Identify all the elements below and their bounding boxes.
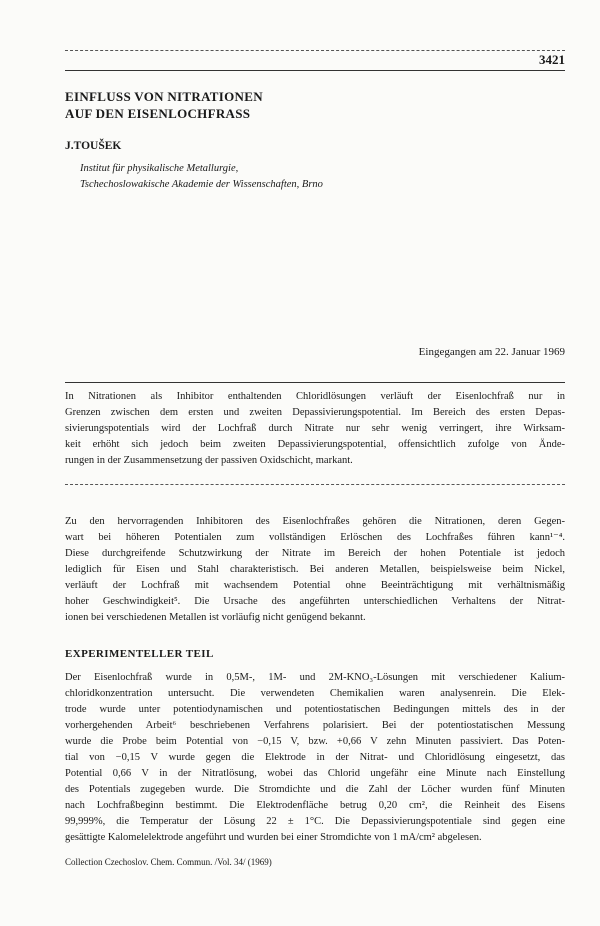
intro-line: hoher Geschwindigkeit⁵. Die Ursache des angeführten unterschiedlichen Verhaltens der Nitrat- [65,596,565,607]
experimental-line: Potential 0,66 V in der Nitratlösung, wobei das Chlorid ungefähr eine Minute nach Einstellung [65,768,565,779]
intro-paragraph [65,514,565,626]
header-rule-bottom [65,70,565,71]
header-rule-top [65,50,565,51]
experimental-line: chloridkonzentration untersucht. Die verwendeten Chemikalien waren analysenrein. Die Elek- [65,688,565,699]
journal-footer: Collection Czechoslov. Chem. Commun. /Vol. 34/ (1969) [65,857,272,867]
title-line-2: AUF DEN EISENLOCHFRASS [65,106,251,121]
intro-line: Diese durchgreifende Schutzwirkung der Nitrate im Bereich der hohen Potentiale ist jedoch [65,548,565,559]
abstract-line: rungen in der Zusammensetzung der passiven Oxidschicht, markant. [65,455,353,466]
abstract-rule-top [65,382,565,383]
experimental-line: trode wurde unter potentiodynamischen und potentiostatischen Bedingungen mittels des in der [65,704,565,715]
experimental-line: nach Lochfraßbeginn bestimmt. Die Elektrodenfläche betrug 0,20 cm², die Reinheit des Eisens [65,800,565,811]
experimental-line: 99,999%, die Temperatur der Lösung 22 ± 1°C. Die Depassivierungspotentiale sind gegen eine [65,816,565,827]
abstract-line: In Nitrationen als Inhibitor enthaltenden Chloridlösungen verläuft der Eisenlochfraß nur in [65,391,565,402]
intro-line: Zu den hervorragenden Inhibitoren des Eisenlochfraßes gehören die Nitrationen, deren Gegen- [65,516,565,527]
intro-line: wart bei höheren Potentialen zum vollständigen Erlöschen des Lochfraßes führen kann¹⁻⁴. [65,532,565,543]
abstract-line: keit erhöht sich jedoch beim zweiten Depassivierungspotential, offensichtlich zufolge von Ände- [65,439,565,450]
abstract-line: sivierungspotentials wird der Lochfraß durch Nitrate nur sehr wenig verringert, ihre Wirksam- [65,423,565,434]
received-date: Eingegangen am 22. Januar 1969 [418,346,565,358]
intro-line: ionen bei verschiedenen Metallen ist vorläufig nicht genügend bekannt. [65,612,366,623]
title-line-1: EINFLUSS VON NITRATIONEN [65,89,263,104]
experimental-line: tial von −0,15 V wurde gegen die Elektrode in der Nitrat- und Chloridlösung eingesetzt, das [65,752,565,763]
abstract-rule-bottom [65,484,565,485]
intro-line: lediglich für Eisen und Stahl charakteristisch. Bei anderen Metallen, beispielsweise beim Nickel, [65,564,565,575]
affiliation-line-1: Institut für physikalische Metallurgie, [80,163,239,174]
affiliation-line-2: Tschechoslowakische Akademie der Wissenschaften, Brno [80,179,323,190]
article-title [65,88,263,122]
experimental-line: Der Eisenlochfraß wurde in 0,5M-, 1M- und 2M-KNO₃-Lösungen mit verschiedener Kalium- [65,672,565,683]
experimental-line: wurde die Probe beim Potential von −0,15 V, bzw. +0,66 V zehn Minuten passiviert. Das Poten- [65,736,565,747]
section-heading: EXPERIMENTELLER TEIL [65,648,214,660]
experimental-line: des Potentials zugegeben wurde. Die Stromdichte und die Zahl der Löcher wurden fünf Minuten [65,784,565,795]
abstract-line: Grenzen zwischen dem ersten und zweiten Depassivierungspotential. Im Bereich des ersten Depas- [65,407,565,418]
page-number: 3421 [539,52,565,67]
abstract [65,389,565,469]
experimental-line: vorhergehenden Arbeit⁶ beschriebenen Verfahrens polarisiert. Bei der potentiostatischen Messung [65,720,565,731]
experimental-line: gesättigte Kalomelelektrode angeführt und wurden bei einer Stromdichte von 1 mA/cm² abgelesen. [65,832,482,843]
affiliation [80,161,323,193]
author: J.TOUŠEK [65,140,122,152]
intro-line: verläuft der Lochfraß mit wachsendem Potential ohne Beeinträchtigung mit verhältnismäßig [65,580,565,591]
experimental-paragraph [65,670,565,846]
